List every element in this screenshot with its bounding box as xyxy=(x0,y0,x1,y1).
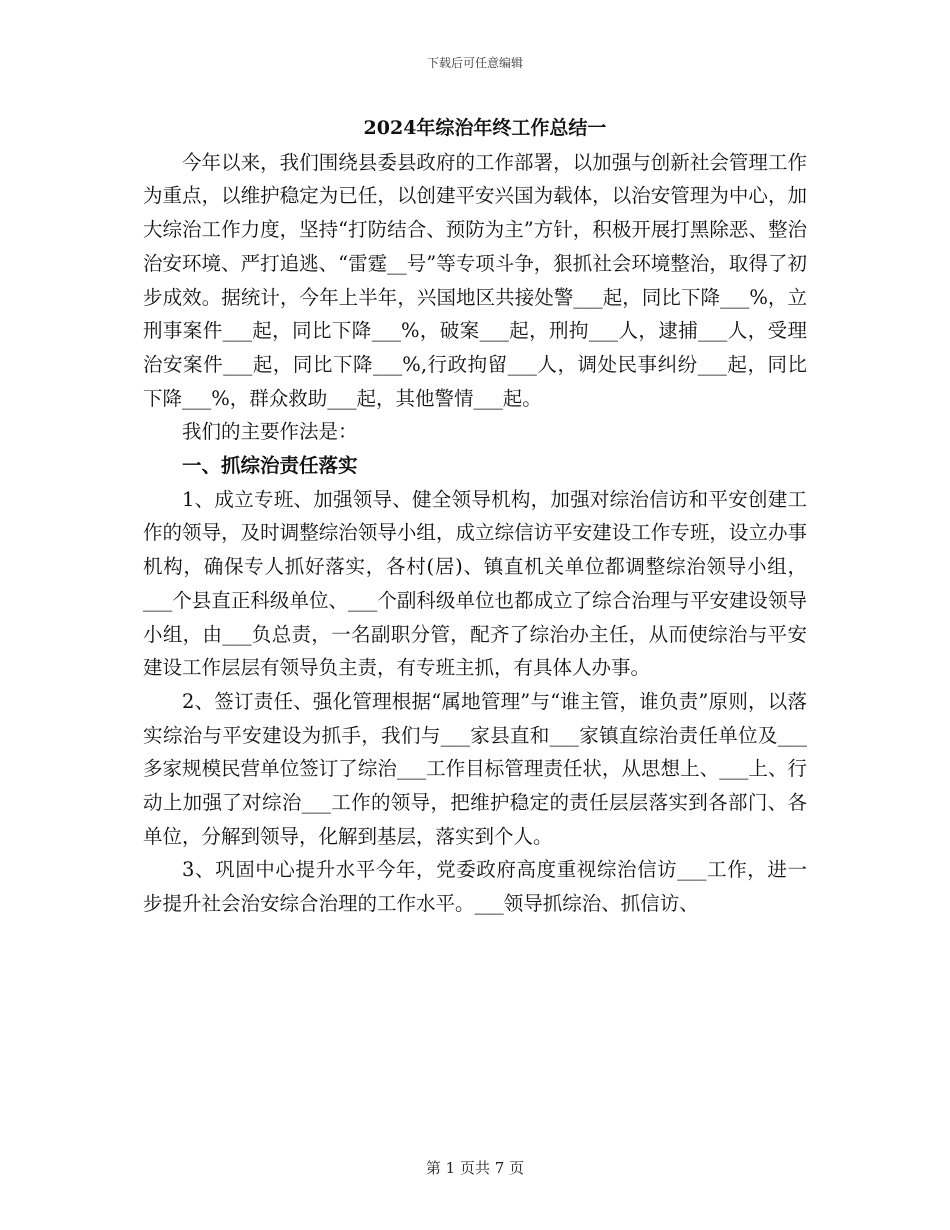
document-title: 2024年综治年终工作总结一 xyxy=(363,117,607,139)
section1-item-3: 3、巩固中心提升水平今年，党委政府高度重视综治信访___工作，进一步提升社会治安综合治理的工作水平。___领导抓综治、抓信访、 xyxy=(143,858,807,916)
section-heading-1: 一、抓综治责任落实 xyxy=(182,454,358,478)
document-body xyxy=(143,112,807,921)
methods-intro-paragraph: 我们的主要作法是： xyxy=(182,420,358,444)
section1-item-2: 2、签订责任、强化管理根据“属地管理”与“谁主管，谁负责”原则，以落实综治与平安建设为抓手，我们与___家县直和___家镇直综治责任单位及___多家规模民营单位签订了综治___工作目标管理责任状，从思想上、___上、行动上加强了对综治___工作的领导，把维护稳定的责任层层落实到各部门、各单位，分解到领导，化解到基层，落实到个人。 xyxy=(143,689,807,848)
section1-item-1: 1、成立专班、加强领导、健全领导机构，加强对综治信访和平安创建工作的领导，及时调整综治领导小组，成立综信访平安建设工作专班，设立办事机构，确保专人抓好落实，各村(居)、镇直机关单位都调整综治领导小组，___个县直正科级单位、___个副科级单位也都成立了综合治理与平安建设领导小组，由___负总责，一名副职分管，配齐了综治办主任，从而使综治与平安建设工作层层有领导负主责，有专班主抓，有具体人办事。 xyxy=(143,487,807,680)
page-footer-number: 第 1 页共 7 页 xyxy=(425,1159,525,1177)
intro-paragraph: 今年以来，我们围绕县委县政府的工作部署，以加强与创新社会管理工作为重点，以维护稳定为已任，以创建平安兴国为载体，以治安管理为中心，加大综治工作力度，坚持“打防结合、预防为主”方针，积极开展打黑除恶、整治治安环境、严打追逃、“雷霆__号”等专项斗争，狠抓社会环境整治，取得了初步成效。据统计，今年上半年，兴国地区共接处警___起，同比下降___%，立刑事案件___起，同比下降___%，破案___起，刑拘___人，逮捕___人，受理治安案件___起，同比下降___%,行政拘留___人，调处民事纠纷___起，同比下降___%，群众救助___起，其他警情___起。 xyxy=(143,150,807,410)
page-header-note: 下载后可任意编辑 xyxy=(426,56,523,70)
